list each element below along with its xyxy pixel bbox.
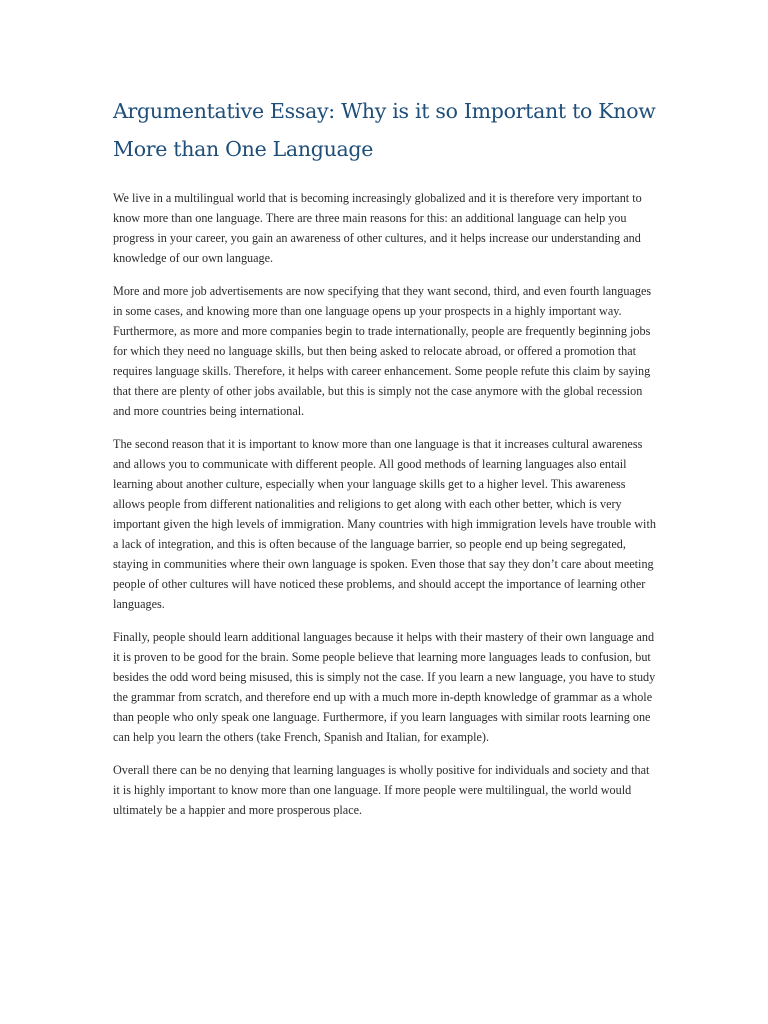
essay-paragraph-conclusion: Overall there can be no denying that learning languages is wholly positive for individuals and society and that it is highly important to know more than one language. If more people were multilingual, the world would ultimately be a happier and more prosperous place. [113, 763, 650, 817]
essay-paragraph-own-language: Finally, people should learn additional languages because it helps with their mastery of their own language and it is proven to be good for the brain. Some people believe that learning more languages leads to confusion, but besides the odd word being misused, this is simply not the case. If you learn a new language, you have to study the grammar from scratch, and therefore end up with a much more in-depth knowledge of grammar as a whole than people who only speak one language. Furthermore, if you learn languages with similar roots learning one can help you learn the others (take French, Spanish and Italian, for example). [113, 630, 656, 744]
essay-paragraph-culture: The second reason that it is important to know more than one language is that it increases cultural awareness and allows you to communicate with different people. All good methods of learning languages also entail learning about another culture, especially when your language skills get to a higher level. This awareness allows people from different nationalities and religions to get along with each other better, which is very important given the high levels of immigration. Many countries with high immigration levels have trouble with a lack of integration, and this is often because of the language barrier, so people end up being segregated, staying in communities where their own language is spoken. Even those that say they don’t care about meeting people of other cultures will have noticed these problems, and should accept the importance of learning other languages. [113, 437, 656, 611]
essay-title: Argumentative Essay: Why is it so Important to Know More than One Language [113, 99, 656, 161]
essay-paragraph-intro: We live in a multilingual world that is becoming increasingly globalized and it is therefore very important to know more than one language. There are three main reasons for this: an additional language can help you progress in your career, you gain an awareness of other cultures, and it helps increase our understanding and knowledge of our own language. [113, 191, 642, 265]
essay-content [113, 92, 658, 833]
essay-paragraph-career: More and more job advertisements are now specifying that they want second, third, and even fourth languages in some cases, and knowing more than one language opens up your prospects in a highly important way. Furthermore, as more and more companies begin to trade internationally, people are frequently beginning jobs for which they need no language skills, but then being asked to relocate abroad, or offered a promotion that requires language skills. Therefore, it helps with career enhancement. Some people refute this claim by saying that there are plenty of other jobs available, but this is simply not the case anymore with the global recession and more countries being international. [113, 284, 652, 418]
